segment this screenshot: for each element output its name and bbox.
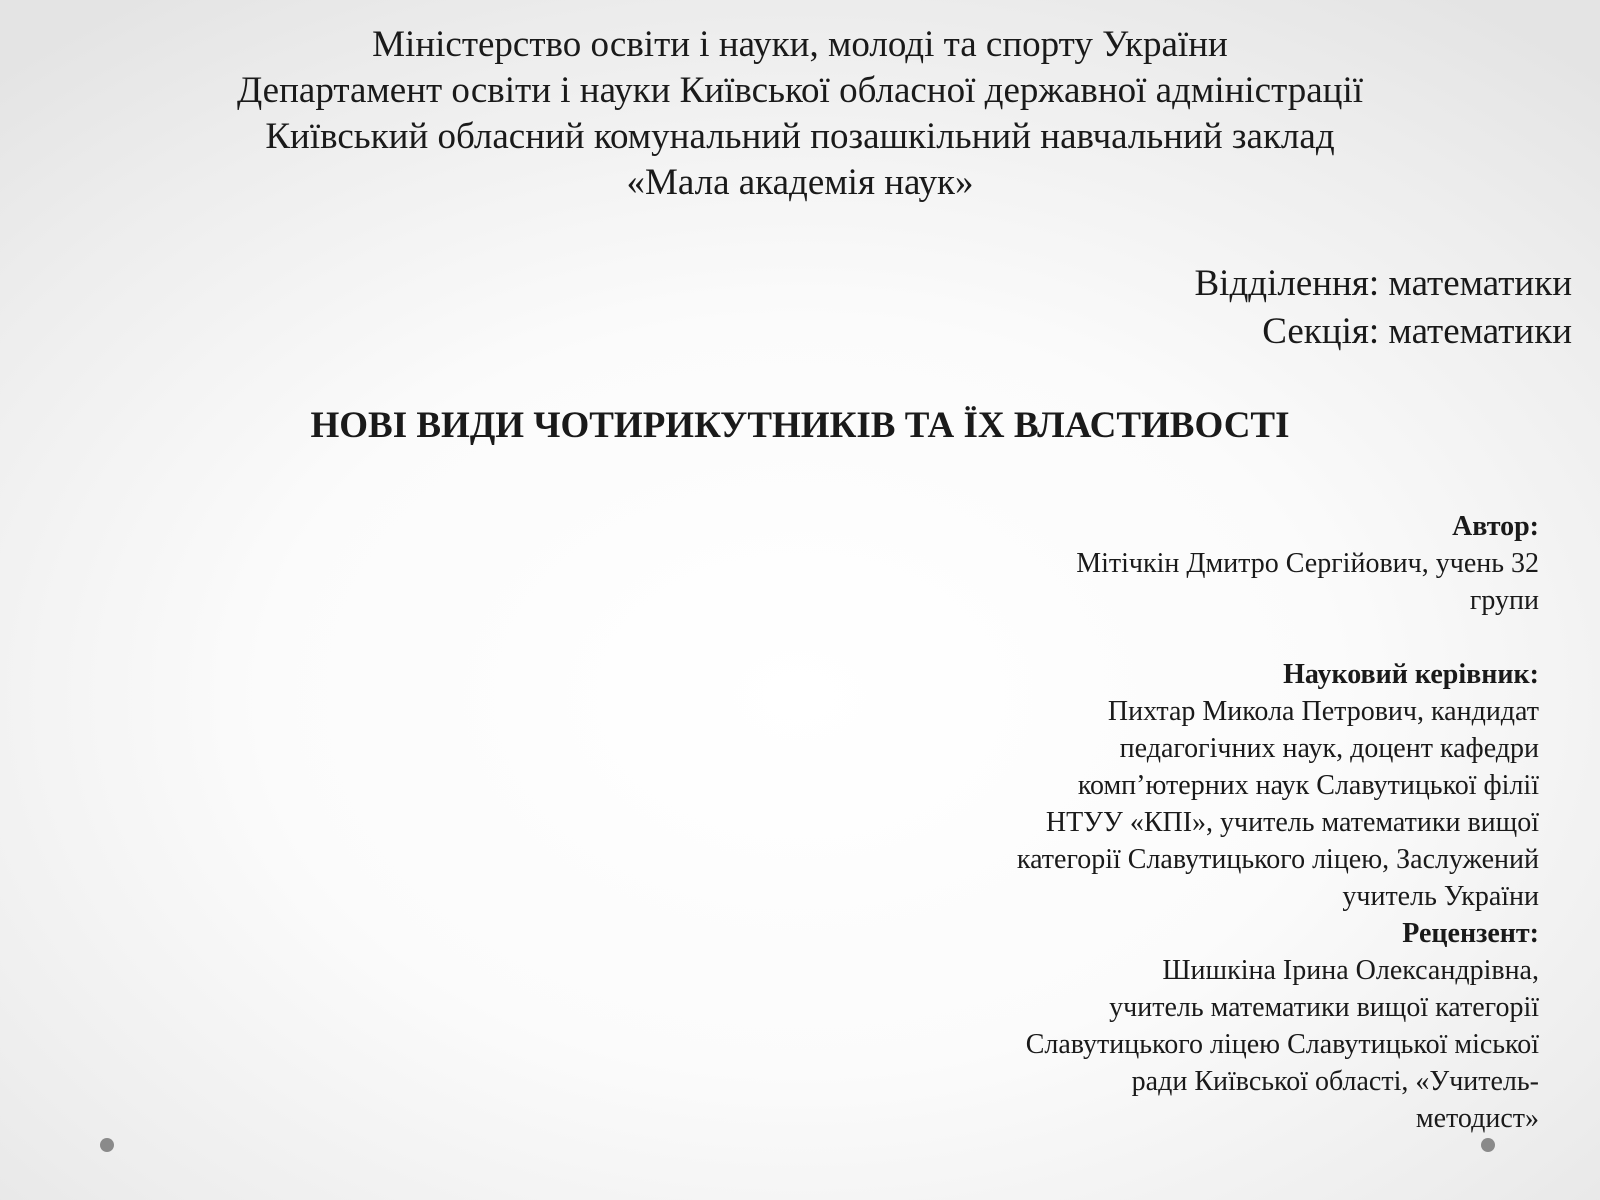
institution-header [0, 22, 1600, 206]
supervisor-line: Пихтар Микола Петрович, кандидат [1107, 696, 1539, 727]
spacer [1017, 619, 1539, 656]
author-line: Мітічкін Дмитро Сергійович, учень 32 [1076, 548, 1539, 579]
department-block [1194, 260, 1572, 356]
reviewer-line: Шишкіна Ірина Олександрівна, [1162, 955, 1539, 986]
header-department: Департамент освіти і науки Київської обласної державної адміністрації [236, 70, 1364, 111]
decorative-dot-left [100, 1138, 114, 1152]
author-line: групи [1469, 585, 1539, 616]
reviewer-line: ради Київської області, «Учитель- [1131, 1066, 1539, 1097]
credits-block [1017, 508, 1539, 1137]
paper-title: НОВІ ВИДИ ЧОТИРИКУТНИКІВ ТА ЇХ ВЛАСТИВОСТІ [310, 405, 1290, 446]
reviewer-line: учитель математики вищої категорії [1109, 992, 1539, 1023]
division-label: Відділення: математики [1194, 263, 1572, 304]
supervisor-line: НТУУ «КПІ», учитель математики вищої [1045, 807, 1539, 838]
header-ministry: Міністерство освіти і науки, молоді та спорту України [372, 24, 1228, 65]
section-label: Секція: математики [1262, 311, 1572, 352]
supervisor-label: Науковий керівник: [1283, 659, 1539, 690]
reviewer-line: Славутицького ліцею Славутицької міської [1025, 1029, 1539, 1060]
supervisor-line: комп’ютерних наук Славутицької філії [1077, 770, 1539, 801]
header-institution: Київський обласний комунальний позашкільний навчальний заклад [265, 116, 1335, 157]
supervisor-line: категорії Славутицького ліцею, Заслужений [1016, 844, 1539, 875]
header-academy: «Мала академія наук» [626, 162, 974, 203]
decorative-dot-right [1481, 1138, 1495, 1152]
reviewer-line: методист» [1415, 1103, 1539, 1134]
supervisor-line: педагогічних наук, доцент кафедри [1119, 733, 1539, 764]
reviewer-label: Рецензент: [1402, 918, 1539, 949]
supervisor-line: учитель України [1342, 881, 1539, 912]
author-label: Автор: [1452, 511, 1539, 542]
